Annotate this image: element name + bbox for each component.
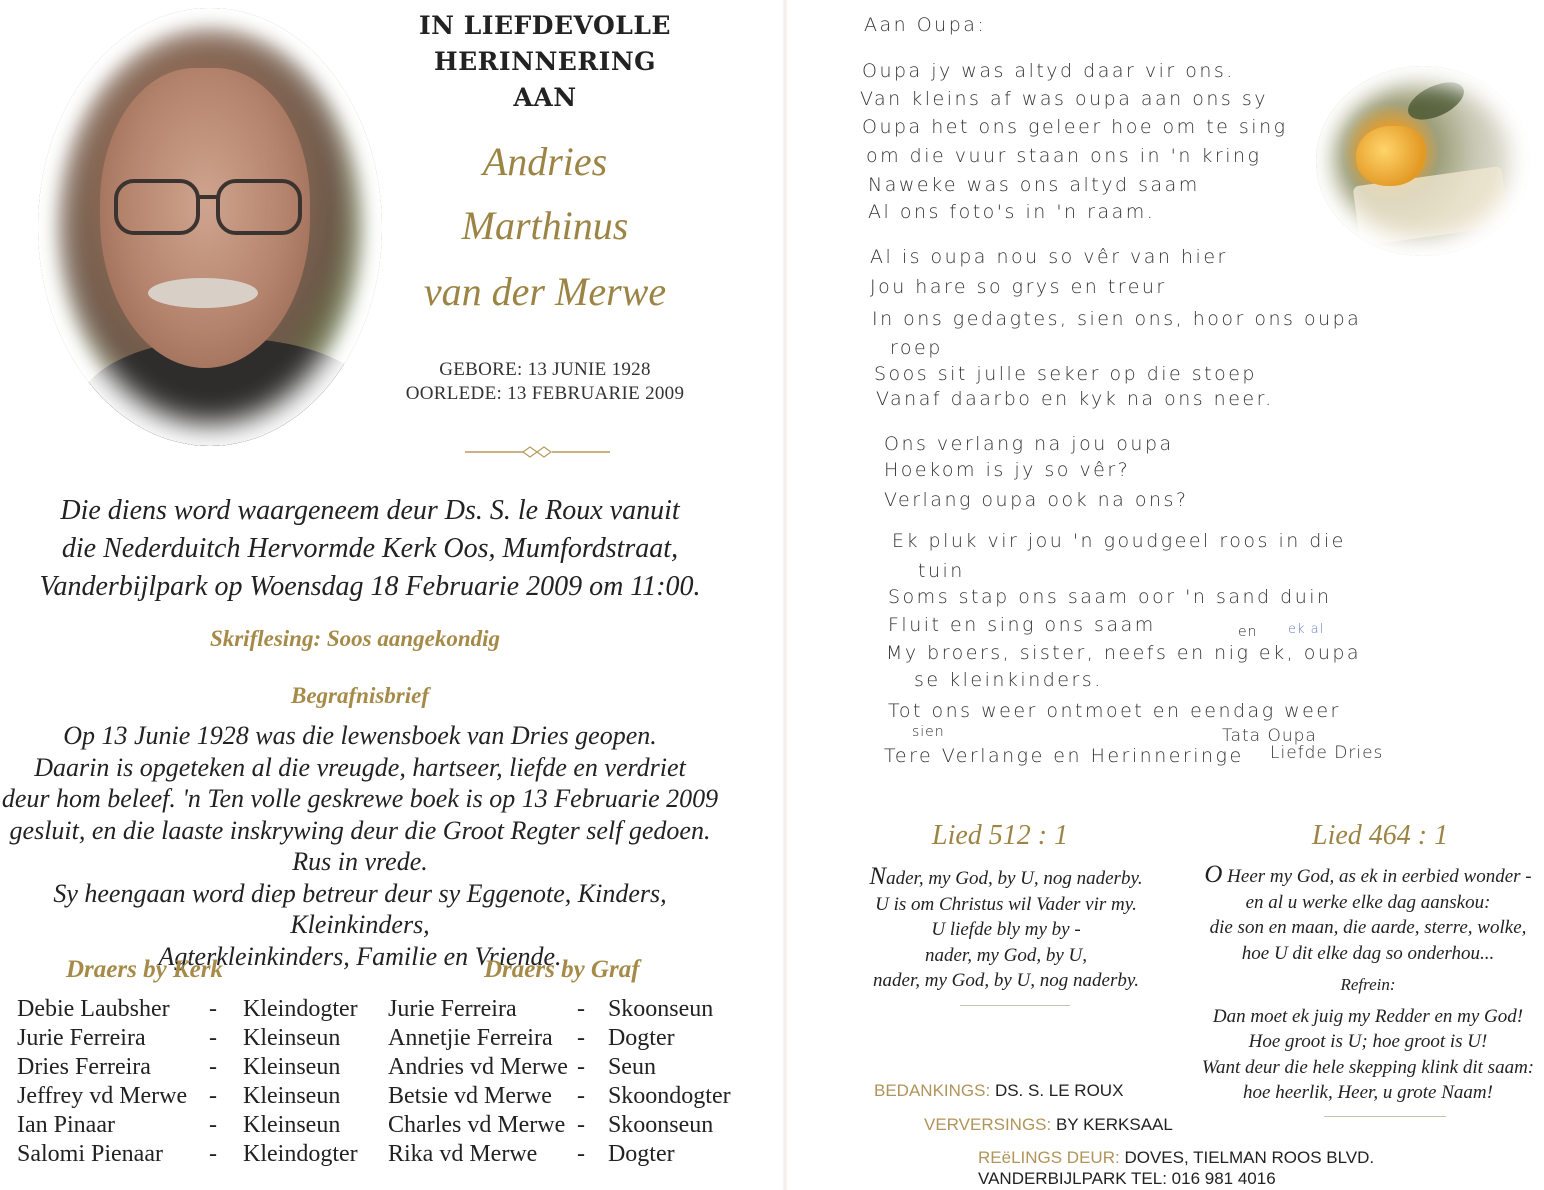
brief-line: gesluit, en die laaste inskrywing deur die Groot Regter self gedoen.	[9, 815, 711, 845]
poem-line: In ons gedagtes, sien ons, hoor ons oupa	[872, 308, 1362, 330]
table-row: Dries Ferreira - Kleinseun	[17, 1054, 341, 1080]
table-row: Jurie Ferreira - Skoonseun	[388, 996, 714, 1022]
table-row: Jeffrey vd Merwe - Kleinseun	[17, 1083, 341, 1109]
table-row: Annetjie Ferreira - Dogter	[388, 1025, 675, 1051]
portrait-photo	[38, 8, 382, 446]
hymn-line	[1192, 862, 1544, 890]
date-born: GEBORE: 13 JUNIE 1928	[439, 359, 651, 380]
draers-graf-heading: Draers by Graf	[484, 956, 640, 983]
hymn-line: Dan moet ek juig my Redder en my God!	[1212, 1005, 1524, 1027]
hymn-first-line: ader, my God, by U, nog naderby.	[886, 868, 1143, 889]
ornament-divider	[465, 445, 610, 459]
poem-signature-1: Tata Oupa	[1222, 726, 1317, 746]
poem-line: Vanaf daarbo en kyk na ons neer.	[876, 388, 1274, 410]
hymn-line	[846, 864, 1166, 892]
reelings-address: VANDERBIJLPARK TEL: 016 981 4016	[978, 1169, 1276, 1188]
lied-512-text	[846, 864, 1166, 994]
heading-line-2: HERINNERING	[433, 47, 657, 76]
reelings-line	[978, 1148, 1374, 1168]
hymn-first-line: Heer my God, as ek in eerbied wonder -	[1222, 866, 1532, 887]
poem-line: roep	[890, 337, 943, 359]
poem-line: My broers, sister, neefs en nig ek, oupa	[886, 642, 1362, 664]
poem-line: Ons verlang na jou oupa	[884, 433, 1174, 455]
brief-line: Rus in vrede.	[292, 847, 428, 876]
hymn-line: nader, my God, by U,	[924, 944, 1087, 966]
memorial-heading	[400, 8, 690, 116]
hymn-rule	[1324, 1116, 1446, 1117]
heading-line-1: IN LIEFDEVOLLE	[418, 11, 671, 40]
poem-insert-ek-al: ek al	[1288, 622, 1325, 637]
date-died: OORLEDE: 13 FEBRUARIE 2009	[405, 383, 685, 404]
poem-line: Tot ons weer ontmoet en eendag weer	[888, 700, 1341, 722]
lied-464-text	[1192, 862, 1544, 1106]
name-middle: Marthinus	[461, 203, 629, 248]
hymn-line: U liefde bly my by -	[931, 919, 1081, 940]
bedankings-value: DS. S. LE ROUX	[994, 1081, 1124, 1100]
poem-line: Naweke was ons altyd saam	[868, 174, 1200, 196]
hymn-line: nader, my God, by U, nog naderby.	[873, 970, 1139, 991]
poem-signature-2: Liefde Dries	[1270, 743, 1384, 763]
poem-line: Oupa jy was altyd daar vir ons.	[862, 60, 1235, 82]
poem-line: Soos sit julle seker op die stoep	[874, 363, 1257, 385]
table-row: Betsie vd Merwe - Skoondogter	[388, 1083, 731, 1109]
poem-line: Oupa het ons geleer hoe om te sing	[862, 116, 1288, 138]
poem-line: sien	[912, 724, 945, 740]
skriflesing-heading: Skriflesing: Soos aangekondig	[209, 626, 501, 651]
table-row: Jurie Ferreira - Kleinseun	[17, 1025, 341, 1051]
poem-line: Hoekom is jy so vêr?	[884, 459, 1131, 481]
page-fold	[782, 0, 788, 1190]
draers-kerk-heading: Draers by Kerk	[66, 956, 223, 983]
drop-cap: N	[869, 863, 887, 890]
hymn-rule	[960, 1005, 1070, 1006]
lied-464-heading: Lied 464 : 1	[1312, 820, 1449, 851]
rose-image	[1316, 66, 1530, 256]
begrafnisbrief-heading: Begrafnisbrief	[291, 683, 429, 708]
poem-line: Fluit en sing ons saam	[888, 614, 1156, 636]
draers-graf-table	[388, 995, 731, 1169]
service-details	[30, 492, 710, 606]
brief-line: Sy heengaan word diep betreur deur sy Eggenote, Kinders, Kleinkinders,	[53, 878, 667, 939]
lied-512-heading: Lied 512 : 1	[932, 820, 1069, 851]
poem-line: Al is oupa nou so vêr van hier	[870, 246, 1228, 268]
verversings-line	[924, 1115, 1173, 1135]
poem-line: Soms stap ons saam oor 'n sand duin	[888, 586, 1332, 608]
heading-line-3: AAN	[513, 83, 577, 112]
brief-line: deur hom beleef. 'n Ten volle geskrewe boek is op 13 Februarie 2009	[1, 784, 719, 813]
brief-line: Op 13 Junie 1928 was die lewensboek van Dries geopen.	[63, 721, 657, 750]
name-surname: van der Merwe	[423, 269, 667, 314]
bedankings-label: BEDANKINGS:	[874, 1081, 991, 1100]
hymn-line: hoe U dit elke dag so onderhou...	[1241, 942, 1495, 964]
poem-line: Jou hare so grys en treur	[870, 276, 1167, 298]
brief-line: Agterkleinkinders, Familie en Vriende.	[158, 941, 562, 971]
hymn-line: Hoe groot is U; hoe groot is U!	[1248, 1031, 1488, 1052]
poem-line: om die vuur staan ons in 'n kring	[866, 145, 1262, 167]
draers-kerk-table	[17, 995, 358, 1169]
table-row: Debie Laubsher - Kleindogter	[17, 996, 358, 1022]
hymn-line: die son en maan, die aarde, sterre, wolke,	[1209, 917, 1527, 938]
service-line: Vanderbijlpark op Woensdag 18 Februarie 2009 om 11:00.	[39, 571, 701, 602]
verversings-value: BY KERKSAAL	[1055, 1115, 1173, 1134]
poem-line: Van kleins af was oupa aan ons sy	[860, 88, 1268, 110]
poem-line: se kleinkinders.	[914, 669, 1103, 691]
table-row: Rika vd Merwe - Dogter	[388, 1141, 675, 1167]
table-row: Charles vd Merwe - Skoonseun	[388, 1112, 714, 1138]
poem-line: Al ons foto's in 'n raam.	[868, 201, 1156, 223]
table-row: Salomi Pienaar - Kleindogter	[17, 1141, 358, 1167]
hymn-line: U is om Christus wil Vader vir my.	[875, 893, 1137, 915]
poem-line: Ek pluk vir jou 'n goudgeel roos in die	[892, 530, 1346, 552]
service-line: die Nederduitch Hervormde Kerk Oos, Mumfordstraat,	[61, 533, 679, 564]
drop-cap: O	[1204, 861, 1223, 888]
hymn-line: Want deur die hele skepping klink dit saam:	[1201, 1056, 1535, 1078]
poem-greeting: Aan Oupa:	[864, 14, 987, 36]
table-row: Ian Pinaar - Kleinseun	[17, 1112, 341, 1138]
poem-line: Verlang oupa ook na ons?	[884, 489, 1189, 511]
table-row: Andries vd Merwe - Seun	[388, 1054, 656, 1080]
service-line: Die diens word waargeneem deur Ds. S. le Roux vanuit	[60, 495, 680, 526]
hymn-line: en al u werke elke dag aanskou:	[1245, 891, 1491, 913]
poem-line: tuin	[918, 560, 965, 582]
hymn-line: hoe heerlik, Heer, u grote Naam!	[1243, 1082, 1493, 1103]
poem-line: Tere Verlange en Herinneringe	[884, 745, 1244, 767]
reelings-value: DOVES, TIELMAN ROOS BLVD.	[1124, 1148, 1375, 1167]
verversings-label: VERVERSINGS:	[924, 1115, 1052, 1134]
brief-line: Daarin is opgeteken al die vreugde, hartseer, liefde en verdriet	[34, 752, 686, 782]
poem-insert-en: en	[1238, 624, 1258, 640]
refrein-label: Refrein:	[1340, 975, 1396, 994]
bedankings-line	[874, 1081, 1123, 1101]
begrafnisbrief-text	[0, 720, 720, 972]
name-first: Andries	[482, 139, 608, 184]
reelings-label: REëLINGS DEUR:	[978, 1148, 1120, 1167]
